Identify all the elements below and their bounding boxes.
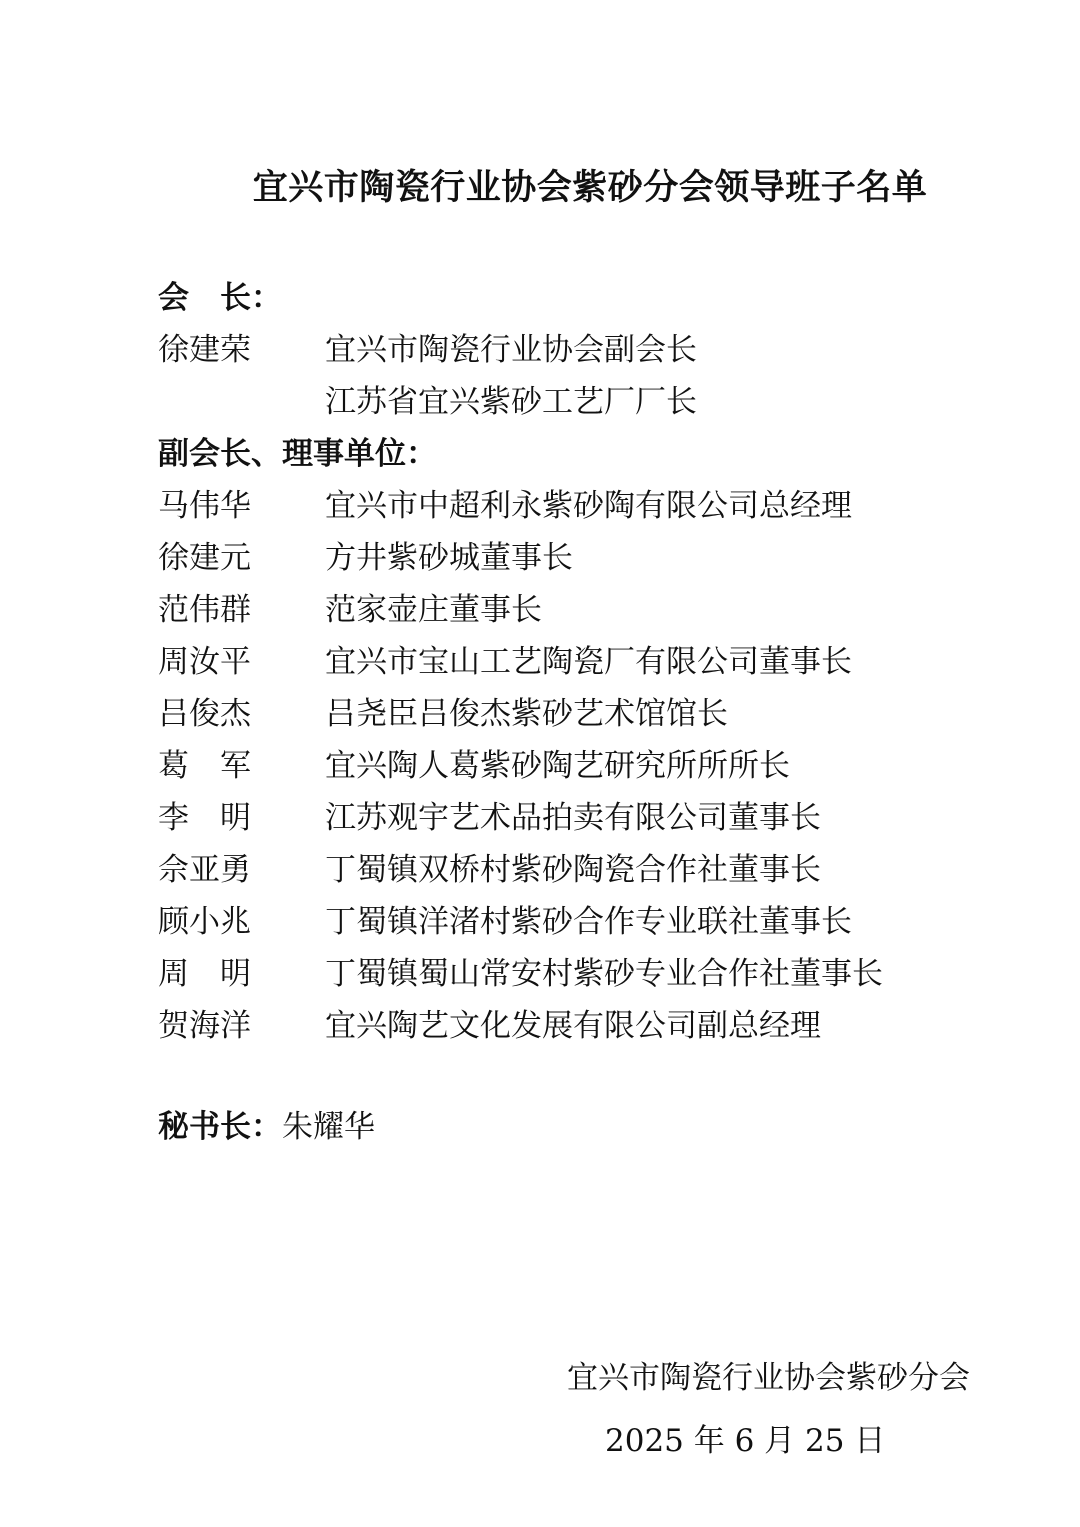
leadership-list bbox=[158, 272, 883, 1052]
member-role: 丁蜀镇双桥村紫砂陶瓷合作社董事长 bbox=[325, 852, 821, 888]
member-role: 江苏观宇艺术品拍卖有限公司董事长 bbox=[325, 800, 821, 836]
president-name: 徐建荣 bbox=[158, 332, 251, 368]
member-name: 葛 军 bbox=[158, 748, 251, 784]
document-title: 宜兴市陶瓷行业协会紫砂分会领导班子名单 bbox=[252, 168, 928, 208]
member-row bbox=[158, 948, 883, 1000]
secretary-line bbox=[158, 1101, 375, 1153]
member-row bbox=[158, 688, 883, 740]
member-row bbox=[158, 792, 883, 844]
member-row bbox=[158, 740, 883, 792]
vice-heading: 副会长、理事单位： bbox=[158, 436, 437, 472]
member-name: 徐建元 bbox=[158, 540, 251, 576]
president-heading: 会 长： bbox=[158, 280, 282, 316]
member-name: 马伟华 bbox=[158, 488, 251, 524]
member-role: 丁蜀镇蜀山常安村紫砂专业合作社董事长 bbox=[325, 956, 883, 992]
member-name: 范伟群 bbox=[158, 592, 251, 628]
secretary-name: 朱耀华 bbox=[282, 1109, 375, 1145]
member-name: 贺海洋 bbox=[158, 1008, 251, 1044]
president-role: 宜兴市陶瓷行业协会副会长 bbox=[325, 332, 697, 368]
footer-date: 2025 年 6 月 25 日 bbox=[605, 1423, 886, 1459]
member-role: 丁蜀镇洋渚村紫砂合作专业联社董事长 bbox=[325, 904, 852, 940]
member-name: 佘亚勇 bbox=[158, 852, 251, 888]
footer-org: 宜兴市陶瓷行业协会紫砂分会 bbox=[567, 1360, 970, 1396]
president-row-2 bbox=[158, 376, 883, 428]
member-name: 周 明 bbox=[158, 956, 251, 992]
member-row bbox=[158, 1000, 883, 1052]
member-row bbox=[158, 532, 883, 584]
member-row bbox=[158, 896, 883, 948]
president-row bbox=[158, 324, 883, 376]
secretary-label: 秘书长： bbox=[158, 1109, 282, 1145]
member-row bbox=[158, 584, 883, 636]
member-row bbox=[158, 636, 883, 688]
member-row bbox=[158, 844, 883, 896]
member-role: 宜兴陶艺文化发展有限公司副总经理 bbox=[325, 1008, 821, 1044]
member-role: 方井紫砂城董事长 bbox=[325, 540, 573, 576]
member-name: 吕俊杰 bbox=[158, 696, 251, 732]
member-role: 宜兴市宝山工艺陶瓷厂有限公司董事长 bbox=[325, 644, 852, 680]
member-name: 顾小兆 bbox=[158, 904, 251, 940]
president-role: 江苏省宜兴紫砂工艺厂厂长 bbox=[325, 384, 697, 420]
member-name: 李 明 bbox=[158, 800, 251, 836]
member-row bbox=[158, 480, 883, 532]
member-name: 周汝平 bbox=[158, 644, 251, 680]
member-role: 吕尧臣吕俊杰紫砂艺术馆馆长 bbox=[325, 696, 728, 732]
member-role: 宜兴陶人葛紫砂陶艺研究所所所长 bbox=[325, 748, 790, 784]
member-role: 范家壶庄董事长 bbox=[325, 592, 542, 628]
member-role: 宜兴市中超利永紫砂陶有限公司总经理 bbox=[325, 488, 852, 524]
